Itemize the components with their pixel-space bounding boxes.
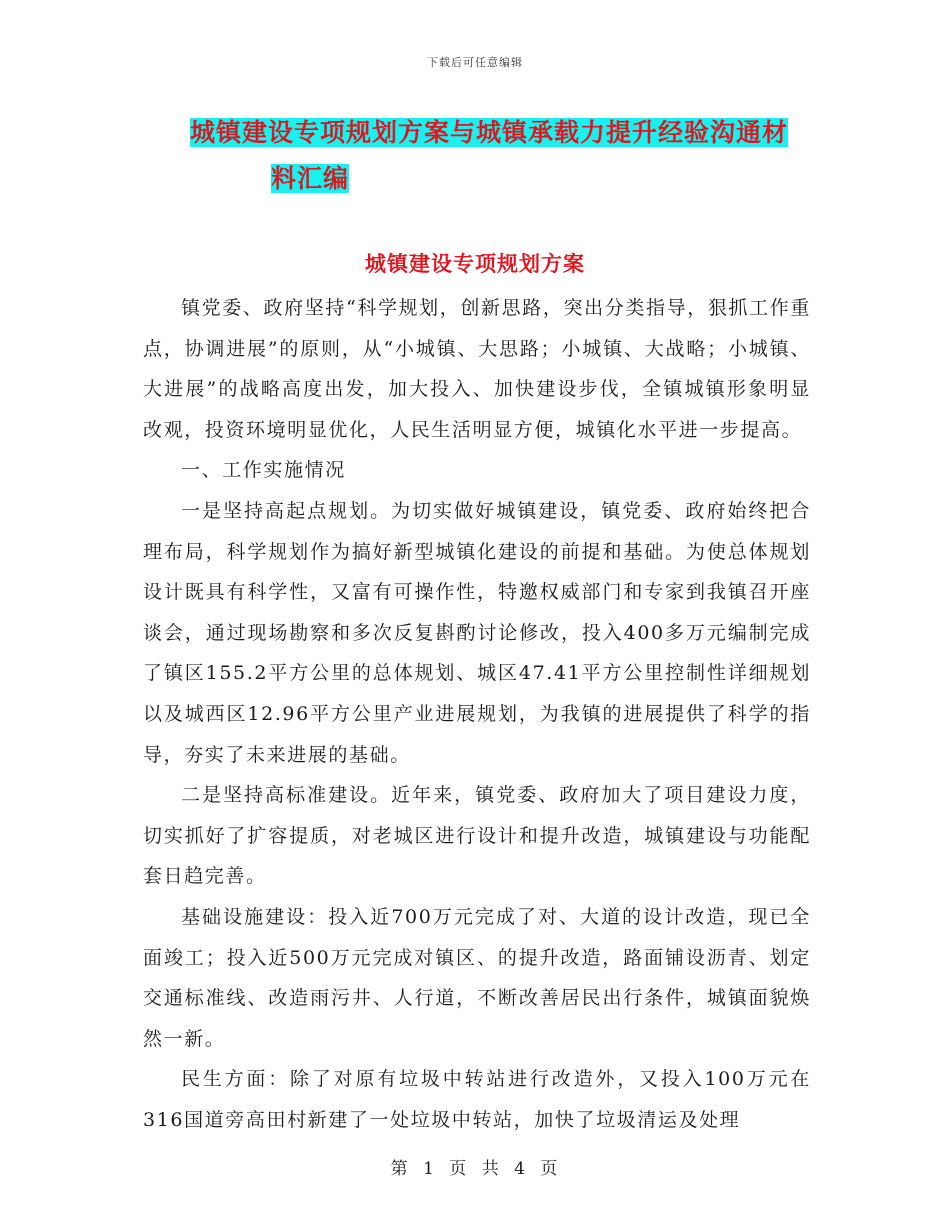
paragraph-infrastructure: 基础设施建设：投入近700万元完成了对、大道的设计改造，现已全面竣工；投入近500万元完成对镇区、的提升改造，路面铺设沥青、划定交通标准线、改造雨污井、人行道，不断改善居民出行条件，城镇面貌焕然一新。 xyxy=(143,905,811,1050)
section-title: 城镇建设专项规划方案 xyxy=(365,251,585,276)
paragraph-planning: 一是坚持高起点规划。为切实做好城镇建设，镇党委、政府始终把合理布局，科学规划作为搞好新型城镇化建设的前提和基础。为使总体规划设计既具有科学性，又富有可操作性，特邀权威部门和专家到我镇召开座谈会，通过现场勘察和多次反复斟酌讨论修改，投入400多万元编制完成了镇区155.2平方公里的总体规划、城区47.41平方公里控制性详细规划以及城西区12.96平方公里产业进展规划，为我镇的进展提供了科学的指导，夯实了未来进展的基础。 xyxy=(143,499,811,766)
paragraph-construction: 二是坚持高标准建设。近年来，镇党委、政府加大了项目建设力度，切实抓好了扩容提质，对老城区进行设计和提升改造，城镇建设与功能配套日趋完善。 xyxy=(143,784,811,888)
paragraph-livelihood: 民生方面：除了对原有垃圾中转站进行改造外，又投入100万元在316国道旁高田村新建了一处垃圾中转站，加快了垃圾清运及处理 xyxy=(143,1068,811,1131)
document-body xyxy=(143,288,811,1140)
document-title xyxy=(190,110,810,202)
document-title-line1: 城镇建设专项规划方案与城镇承载力提升经验沟通材 xyxy=(190,118,789,147)
heading-work-status: 一、工作实施情况 xyxy=(181,459,346,482)
page-number: 第 1 页 共 4 页 xyxy=(390,1159,560,1179)
document-title-line2: 料汇编 xyxy=(270,164,349,193)
paragraph-intro: 镇党委、政府坚持“科学规划，创新思路，突出分类指导，狠抓工作重点，协调进展”的原则，从“小城镇、大思路；小城镇、大战略；小城镇、大进展”的战略高度出发，加大投入、加快建设步伐，全镇城镇形象明显改观，投资环境明显优化，人民生活明显方便，城镇化水平进一步提高。 xyxy=(143,297,811,441)
page-header-note: 下载后可任意编辑 xyxy=(427,56,523,69)
